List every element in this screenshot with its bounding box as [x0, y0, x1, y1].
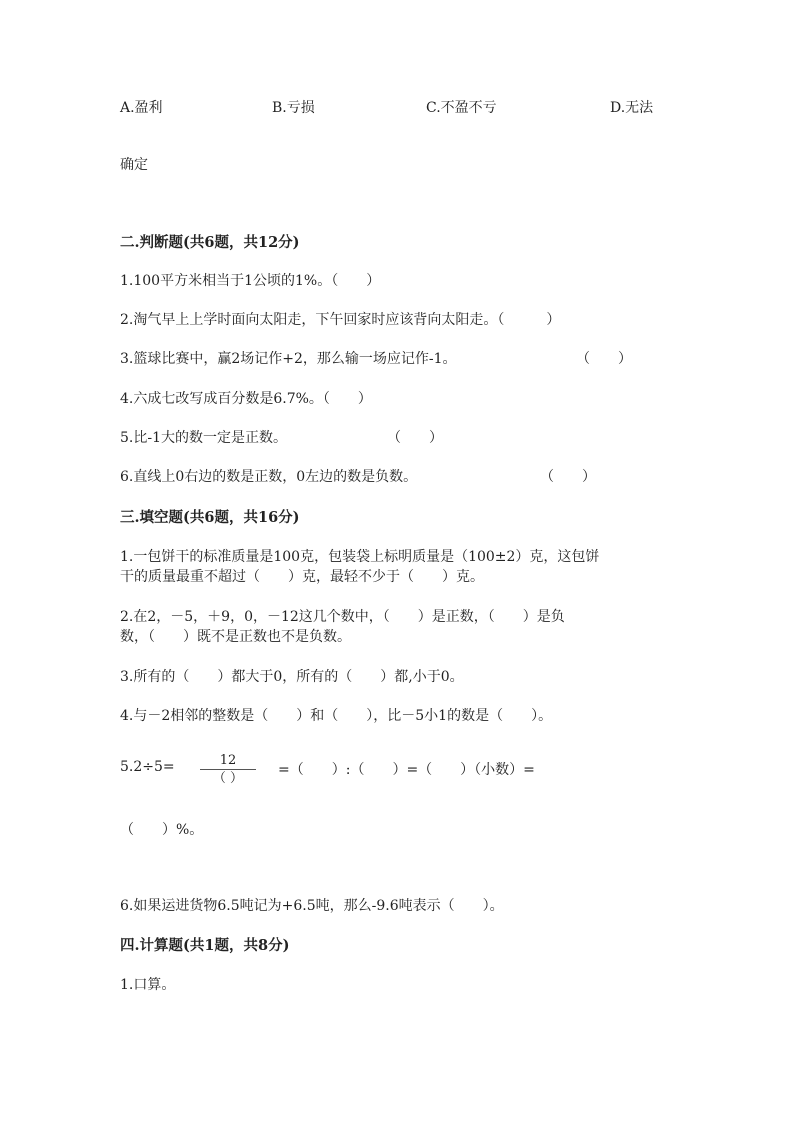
s3-question-4: 4.与－2相邻的整数是（ ）和（ ），比－5小1的数是（ ）。	[120, 708, 553, 724]
s3-question-3: 3.所有的（ ）都大于0，所有的（ ）都,小于0。	[120, 669, 464, 685]
s3-question-2-line-1: 2.在2，－5，＋9，0，－12这几个数中，（ ）是正数，（ ）是负	[120, 609, 565, 625]
s3-question-6: 6.如果运进货物6.5吨记为+6.5吨，那么-9.6吨表示（ ）。	[120, 898, 504, 914]
option-a: A.盈利	[120, 100, 163, 116]
fraction-numerator: 12	[219, 753, 237, 768]
s3-question-2-line-2: 数，（ ）既不是正数也不是负数。	[120, 629, 351, 645]
s2-question-3-answer-paren: （ ）	[576, 351, 632, 367]
s3-question-5-line-2: （ ）%。	[120, 822, 204, 838]
s2-question-3: 3.篮球比赛中，赢2场记作+2，那么输一场应记作-1。	[120, 351, 457, 367]
s3-question-1-line-2: 干的质量最重不超过（ ）克，最轻不少于（ ）克。	[120, 569, 484, 585]
fraction-denominator: （ ）	[212, 771, 244, 786]
s2-question-6: 6.直线上0右边的数是正数，0左边的数是负数。	[120, 469, 418, 485]
s2-question-4: 4.六成七改写成百分数是6.7%。（ ）	[120, 391, 372, 407]
s2-question-6-answer-paren: （ ）	[540, 469, 596, 485]
option-d-continued: 确定	[120, 157, 148, 173]
option-c: C.不盈不亏	[426, 100, 497, 116]
section-3-title: 三.填空题(共6题，共16分)	[120, 509, 300, 526]
s3-question-5-fraction	[200, 752, 256, 787]
section-2-title: 二.判断题(共6题，共12分)	[120, 234, 300, 251]
s3-question-5-prefix: 5.2÷5=	[120, 759, 175, 775]
option-d: D.无法	[610, 100, 654, 116]
s3-question-1-line-1: 1.一包饼干的标准质量是100克，包装袋上标明质量是（100±2）克，这包饼	[120, 549, 600, 565]
s2-question-1: 1.100平方米相当于1公顷的1%。（ ）	[120, 273, 381, 289]
s4-question-1: 1.口算。	[120, 977, 176, 993]
section-4-title: 四.计算题(共1题，共8分)	[120, 937, 290, 954]
option-b: B.亏损	[272, 100, 315, 116]
s2-question-5: 5.比-1大的数一定是正数。	[120, 430, 287, 446]
s3-question-5-rest: =（ ）:（ ）=（ ）（小数）=	[278, 762, 535, 778]
s2-question-5-answer-paren: （ ）	[387, 430, 443, 446]
s2-question-2: 2.淘气早上上学时面向太阳走，下午回家时应该背向太阳走。（ ）	[120, 312, 561, 328]
